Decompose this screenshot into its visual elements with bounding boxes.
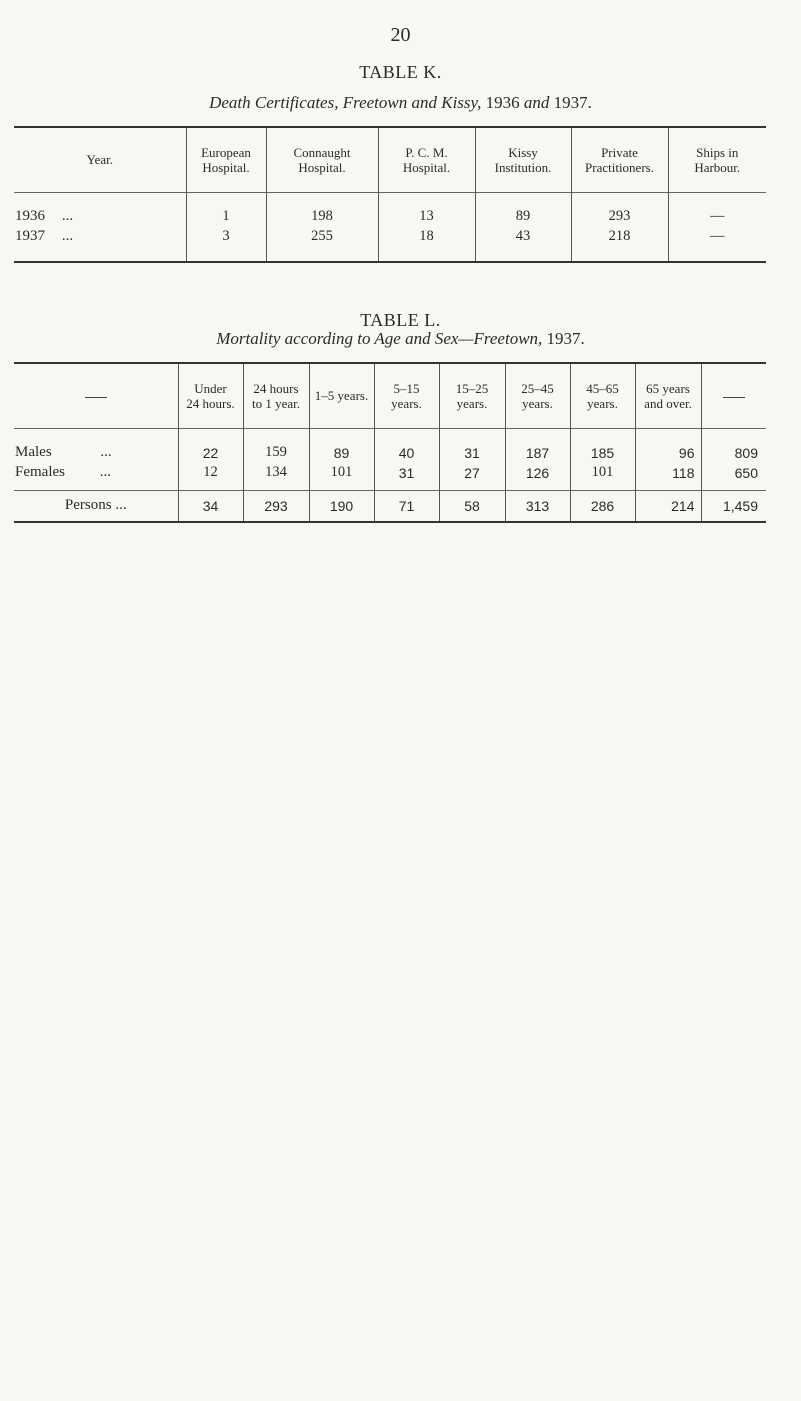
table-cell: 96 xyxy=(635,443,701,463)
table-cell: 1,459 xyxy=(701,490,766,522)
column-header-connaught-hospital: Connaught Hospital. xyxy=(266,127,378,192)
column-header-5-15-years: 5–15 years. xyxy=(374,363,439,428)
column-header-pcm-hospital: P. C. M. Hospital. xyxy=(378,127,475,192)
table-cell: 58 xyxy=(439,490,505,522)
table-row xyxy=(14,443,766,463)
table-cell: 43 xyxy=(475,227,571,247)
page-number: 20 xyxy=(390,24,411,46)
table-cell: 118 xyxy=(635,463,701,483)
table-cell: 218 xyxy=(571,227,668,247)
table-cell: 18 xyxy=(378,227,475,247)
column-header-year: Year. xyxy=(14,127,186,192)
table-cell: 650 xyxy=(734,464,758,481)
table-cell: 101 xyxy=(309,463,374,483)
table-l-subtitle: Mortality according to Age and Sex—Freetown, 1937. xyxy=(216,329,585,348)
table-l xyxy=(14,362,766,523)
column-header-25-45-years: 25–45 years. xyxy=(505,363,570,428)
table-cell: — xyxy=(710,208,725,224)
table-cell: 89 xyxy=(475,207,571,227)
column-header-private-practitioners: Private Practitioners. xyxy=(571,127,668,192)
table-cell: 159 xyxy=(243,443,309,463)
table-cell: 101 xyxy=(570,463,635,483)
table-cell: 34 xyxy=(178,490,243,522)
column-header-15-25-years: 15–25 years. xyxy=(439,363,505,428)
table-cell: 13 xyxy=(378,207,475,227)
table-cell: 31 xyxy=(439,443,505,463)
table-cell: 293 xyxy=(243,490,309,522)
table-cell: 214 xyxy=(635,490,701,522)
table-cell: 1 xyxy=(186,207,266,227)
row-label: Males ... xyxy=(14,443,178,463)
table-cell: 313 xyxy=(505,490,570,522)
row-label: Females ... xyxy=(14,463,178,483)
table-cell: 40 xyxy=(374,443,439,463)
table-cell: 134 xyxy=(243,463,309,483)
table-cell: 190 xyxy=(309,490,374,522)
column-header-1-5-years: 1–5 years. xyxy=(309,363,374,428)
table-l-title: TABLE L. xyxy=(360,310,441,330)
table-cell: 293 xyxy=(571,207,668,227)
table-l-header-row xyxy=(14,363,766,428)
table-cell: 286 xyxy=(570,490,635,522)
table-k-title: TABLE K. xyxy=(359,62,442,82)
table-k xyxy=(14,126,766,263)
table-cell: 187 xyxy=(505,443,570,463)
table-k-subtitle: Death Certificates, Freetown and Kissy, 1936 and 1937. xyxy=(209,93,592,112)
row-label: 1936 ... xyxy=(14,207,186,227)
dash-mark xyxy=(85,397,107,398)
table-cell: 31 xyxy=(374,463,439,483)
table-cell: 3 xyxy=(186,227,266,247)
table-row xyxy=(14,207,766,227)
table-k-header-row xyxy=(14,127,766,192)
dash-mark xyxy=(723,397,745,398)
table-cell: 27 xyxy=(439,463,505,483)
table-cell: 185 xyxy=(570,443,635,463)
table-cell: — xyxy=(710,228,725,244)
table-cell: 198 xyxy=(266,207,378,227)
column-header-kissy-institution: Kissy Institution. xyxy=(475,127,571,192)
table-total-row xyxy=(14,490,766,522)
table-cell: 255 xyxy=(266,227,378,247)
row-label: 1937 ... xyxy=(14,227,186,247)
table-cell: 22 xyxy=(178,443,243,463)
column-header-blank xyxy=(14,363,178,428)
column-header-european-hospital: European Hospital. xyxy=(186,127,266,192)
row-label: Persons ... xyxy=(14,490,178,522)
table-cell: 71 xyxy=(374,490,439,522)
column-header-total xyxy=(701,363,766,428)
column-header-under-24-hours: Under 24 hours. xyxy=(178,363,243,428)
table-cell: 12 xyxy=(178,463,243,483)
table-row xyxy=(14,227,766,247)
column-header-65-years-and-over: 65 years and over. xyxy=(635,363,701,428)
table-cell: 126 xyxy=(505,463,570,483)
table-row xyxy=(14,463,766,483)
column-header-45-65-years: 45–65 years. xyxy=(570,363,635,428)
table-cell: 89 xyxy=(309,443,374,463)
table-cell: 809 xyxy=(734,444,758,461)
column-header-24-hours-to-1-year: 24 hours to 1 year. xyxy=(243,363,309,428)
column-header-ships-in-harbour: Ships in Harbour. xyxy=(694,144,741,175)
